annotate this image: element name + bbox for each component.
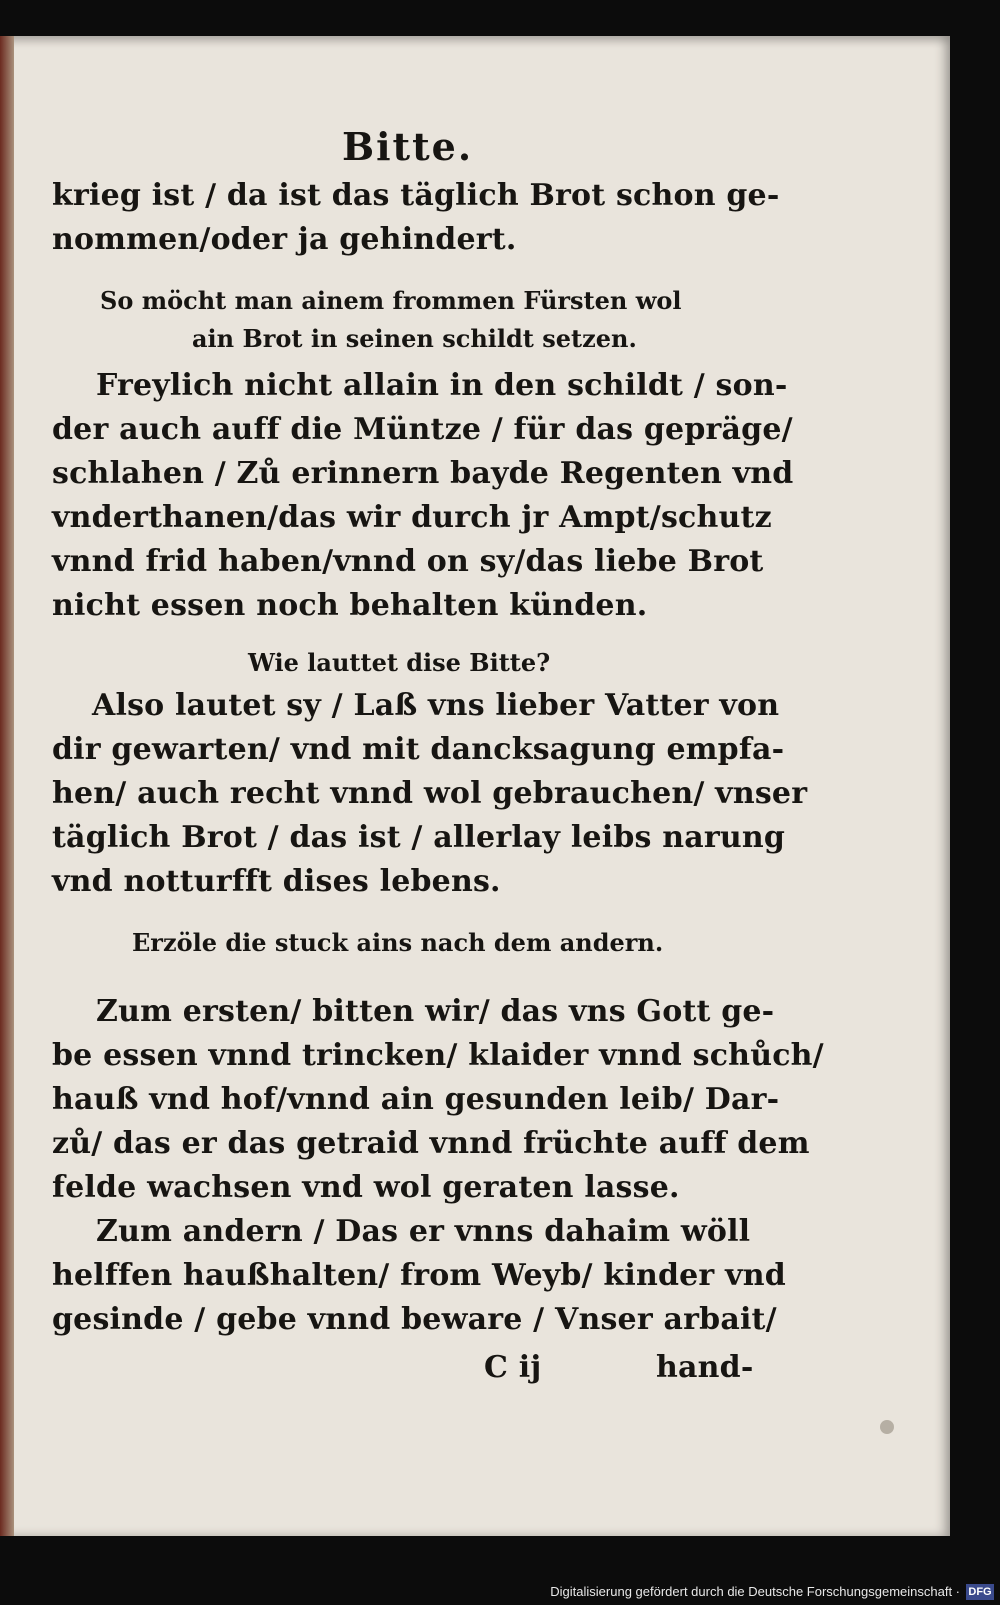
text-line: vnnd frid haben/vnnd on sy/das liebe Brot	[52, 544, 764, 579]
text-line: Also lautet sy / Laß vns lieber Vatter von	[92, 688, 780, 723]
question-line: Erzöle die stuck ains nach dem andern.	[132, 928, 664, 957]
paper-stain	[880, 1420, 894, 1434]
text-line: Zum andern / Das er vnns dahaim wöll	[96, 1214, 751, 1249]
text-line: zů/ das er das getraid vnnd früchte auff dem	[52, 1126, 810, 1161]
page-edge	[0, 36, 14, 1536]
text-line: schlahen / Zů erinnern bayde Regenten vnd	[52, 456, 794, 491]
text-line: helffen haußhalten/ from Weyb/ kinder vnd	[52, 1258, 786, 1293]
text-line: felde wachsen vnd wol geraten lasse.	[52, 1170, 680, 1205]
text-line: täglich Brot / das ist / allerlay leibs narung	[52, 820, 786, 855]
dfg-logo: DFG	[966, 1584, 994, 1600]
question-line: ain Brot in seinen schildt setzen.	[192, 324, 637, 353]
question-line: So möcht man ainem frommen Fürsten wol	[100, 286, 682, 315]
catchword: hand-	[656, 1350, 754, 1385]
text-line: be essen vnnd trincken/ klaider vnnd schůch/	[52, 1038, 824, 1073]
funding-credit: Digitalisierung gefördert durch die Deutsche Forschungsgemeinschaft ·	[550, 1584, 960, 1599]
signature-mark: C ij	[484, 1350, 542, 1385]
text-line: nommen/oder ja gehindert.	[52, 222, 517, 257]
text-line: nicht essen noch behalten künden.	[52, 588, 648, 623]
text-line: gesinde / gebe vnnd beware / Vnser arbait/	[52, 1302, 777, 1337]
text-line: krieg ist / da ist das täglich Brot schon ge-	[52, 178, 780, 213]
text-line: vnd notturfft dises lebens.	[52, 864, 501, 899]
text-line: der auch auff die Müntze / für das gepräge/	[52, 412, 793, 447]
text-line: hen/ auch recht vnnd wol gebrauchen/ vnser	[52, 776, 808, 811]
text-line: Zum ersten/ bitten wir/ das vns Gott ge-	[96, 994, 775, 1029]
text-line: hauß vnd hof/vnnd ain gesunden leib/ Dar-	[52, 1082, 780, 1117]
text-line: vnderthanen/das wir durch jr Ampt/schutz	[52, 500, 772, 535]
question-line: Wie lauttet dise Bitte?	[248, 648, 551, 677]
text-line: Freylich nicht allain in den schildt / son-	[96, 368, 788, 403]
text-line: dir gewarten/ vnd mit dancksagung empfa-	[52, 732, 785, 767]
running-head: Bitte.	[342, 124, 474, 169]
